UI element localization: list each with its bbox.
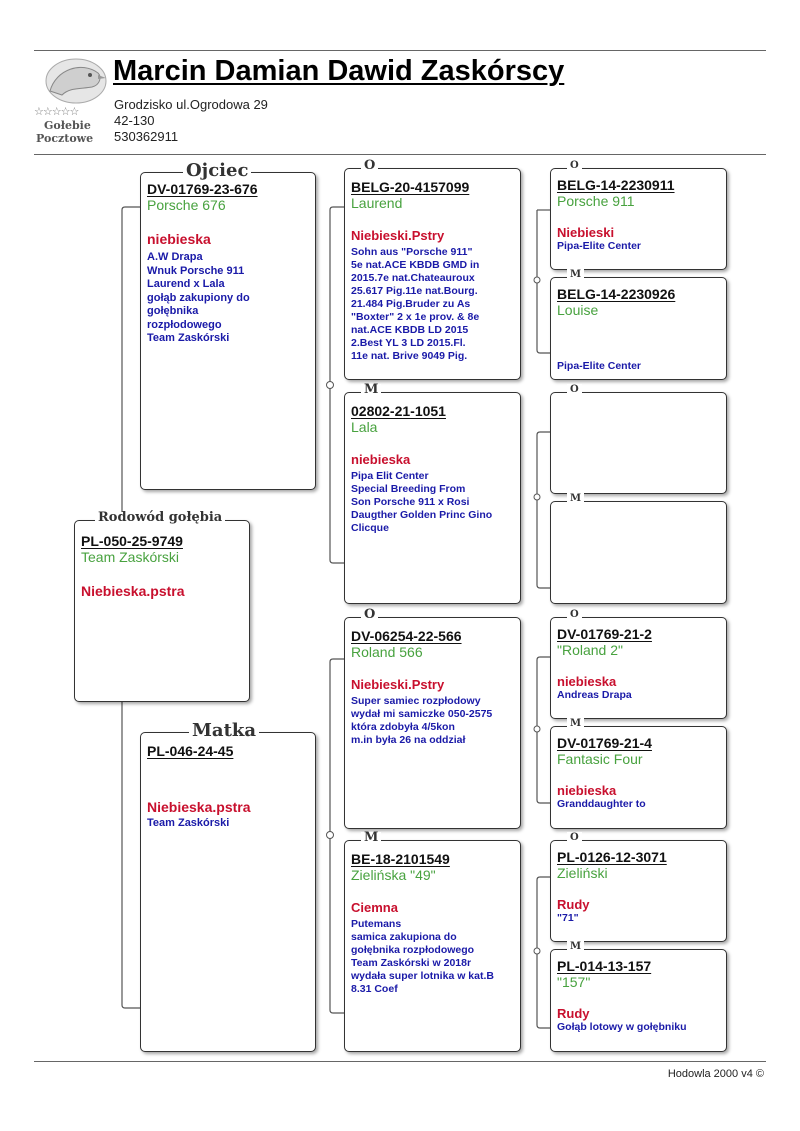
father-color: niebieska [147, 231, 211, 247]
fff-label: O [567, 160, 582, 172]
fmm-card[interactable] [550, 493, 727, 604]
father-card[interactable] [140, 160, 316, 490]
ffm-ring: BELG-14-2230926 [557, 286, 676, 302]
father-info: A.W Drapa Wnuk Porsche 911 Laurend x Lala gołąb zakupiony do gołębnika rozpłodowego Team Zaskórski [147, 251, 250, 344]
mm-info: Putemans samica zakupiona do gołębnika rozpłodowego Team Zaskórski w 2018r wydała super lotnika w kat.B 8.31 Coef [351, 918, 494, 995]
fff-ring: BELG-14-2230911 [557, 177, 675, 193]
mmf-name: Zieliński [557, 865, 608, 881]
fm-label: M [361, 384, 381, 396]
fm-card[interactable] [344, 382, 521, 604]
mm-name: Zielińska "49" [351, 867, 436, 883]
mfm-name: Fantasic Four [557, 751, 643, 767]
ffm-label: M [567, 269, 584, 281]
mother-info: Team Zaskórski [147, 817, 230, 829]
mm-color: Ciemna [351, 900, 398, 915]
fm-name: Lala [351, 419, 378, 435]
mm-card[interactable] [344, 830, 521, 1052]
fm-ring: 02802-21-1051 [351, 403, 446, 419]
breeder-phone: 530362911 [114, 129, 179, 144]
mff-ring: DV-01769-21-2 [557, 626, 652, 642]
fmf-label: O [567, 384, 582, 396]
mother-ring: PL-046-24-45 [147, 743, 234, 759]
mf-info: Super samiec rozpłodowy wydał mi samiczke 050-2575 która zdobyła 4/5kon m.in była 26 na oddział [351, 695, 493, 746]
mmm-card[interactable] [550, 941, 727, 1052]
mfm-label: M [567, 718, 584, 730]
father-label: Ojciec [183, 161, 251, 181]
mother-card[interactable] [140, 720, 316, 1052]
subject-name: Team Zaskórski [81, 549, 180, 565]
ffm-name: Louise [557, 302, 599, 318]
ff-card[interactable] [344, 158, 521, 380]
mother-name [147, 759, 311, 775]
mmf-card[interactable] [550, 832, 727, 942]
father-name: Porsche 676 [147, 197, 226, 213]
mf-ring: DV-06254-22-566 [351, 628, 462, 644]
ff-label: O [361, 160, 378, 172]
mf-card[interactable] [344, 607, 521, 829]
footer-text: Hodowla 2000 v4 © [667, 1068, 764, 1080]
mf-label: O [361, 609, 378, 621]
mmf-ring: PL-0126-12-3071 [557, 849, 667, 865]
ffm-color [557, 334, 722, 350]
mm-ring: BE-18-2101549 [351, 851, 450, 867]
fm-color: niebieska [351, 452, 411, 467]
fff-info: Pipa-Elite Center [557, 240, 642, 252]
mmf-color: Rudy [557, 897, 590, 912]
logo-text-2: Pocztowe [36, 132, 94, 145]
mff-info: Andreas Drapa [557, 689, 632, 701]
ffm-info: Pipa-Elite Center [557, 360, 642, 372]
subject-ring: PL-050-25-9749 [81, 533, 183, 549]
mmm-name: "157" [557, 974, 591, 990]
logo-text-1: Gołebie [44, 119, 91, 132]
father-ring: DV-01769-23-676 [147, 181, 258, 197]
fmf-card[interactable] [550, 384, 727, 494]
subject-color: Niebieska.pstra [81, 583, 185, 599]
ff-color: Niebieski.Pstry [351, 228, 445, 243]
mother-color: Niebieska.pstra [147, 799, 251, 815]
mfm-card[interactable] [550, 718, 727, 829]
breeder-address: Grodzisko ul.Ogrodowa 29 [114, 97, 268, 112]
mfm-ring: DV-01769-21-4 [557, 735, 652, 751]
mmm-color: Rudy [557, 1006, 590, 1021]
mmm-ring: PL-014-13-157 [557, 958, 652, 974]
mff-name: "Roland 2" [557, 642, 623, 658]
fm-info: Pipa Elit Center Special Breeding From Son Porsche 911 x Rosi Daugther Golden Princ Gino Clicque [351, 470, 493, 534]
subject-label: Rodowód gołębia [95, 512, 225, 524]
subject-card[interactable] [74, 510, 250, 702]
fmm-label: M [567, 493, 584, 505]
breeder-title: Marcin Damian Dawid Zaskórscy [113, 55, 565, 87]
logo-stars: ☆☆☆☆☆ [34, 106, 79, 118]
mf-color: Niebieski.Pstry [351, 677, 445, 692]
ff-info: Sohn aus "Porsche 911" 5e nat.ACE KBDB GMD in 2015.7e nat.Chateauroux 25.617 Pig.11e nat.Bourg. 21.484 Pig.Bruder zu As "Boxter" 2 x 1e prov. & 8e nat.ACE KBDB LD 2015 2.Best YL 3 LD 2015.Fl. 11e nat. Brive 9049 Pig. [351, 246, 480, 362]
ffm-card[interactable] [550, 269, 727, 380]
mmm-label: M [567, 941, 584, 953]
fff-color: Niebieski [557, 225, 615, 240]
mmm-info: Gołąb lotowy w gołębniku [557, 1021, 687, 1033]
fff-name: Porsche 911 [557, 193, 635, 209]
mother-label: Matka [189, 721, 259, 741]
mmf-label: O [567, 832, 582, 844]
mff-card[interactable] [550, 609, 727, 719]
ff-name: Laurend [351, 195, 403, 211]
mm-label: M [361, 832, 381, 844]
breeder-postal: 42-130 [114, 113, 155, 128]
mmf-info: "71" [557, 912, 579, 924]
mff-label: O [567, 609, 582, 621]
fff-card[interactable] [550, 160, 727, 270]
mfm-info: Granddaughter to [557, 798, 646, 810]
mff-color: niebieska [557, 674, 617, 689]
ff-ring: BELG-20-4157099 [351, 179, 470, 195]
mfm-color: niebieska [557, 783, 617, 798]
mf-name: Roland 566 [351, 644, 423, 660]
